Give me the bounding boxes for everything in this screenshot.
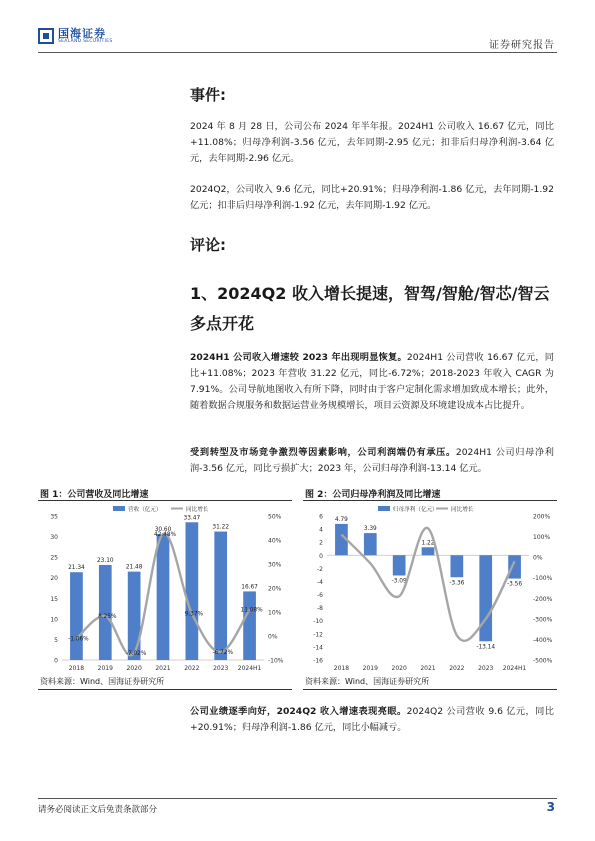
line-data-label: 42.48% <box>153 532 177 539</box>
y-left-tick-label: -10 <box>313 618 323 626</box>
figure-1-title: 图 1：公司营收及同比增速 <box>40 490 149 500</box>
comment-p2-body: 2024H1 公司归母净利润-3.56 亿元，同比亏损扩大；2023 年，公司归母净利润-13.14 亿元。 <box>190 447 554 474</box>
y-left-tick-label: 0 <box>54 657 58 665</box>
y-left-tick-label: 30 <box>50 534 58 542</box>
y-right-tick-label: 0% <box>268 633 278 641</box>
x-tick-label: 2024H1 <box>237 665 262 672</box>
bar <box>422 547 435 555</box>
y-right-tick-label: 10% <box>268 609 282 617</box>
y-right-tick-label: -300% <box>533 616 553 624</box>
bar <box>243 591 256 660</box>
revenue-chart <box>38 502 292 674</box>
bar-data-label: -13.14 <box>476 644 496 651</box>
bar <box>186 522 199 660</box>
x-tick-label: 2023 <box>213 665 229 672</box>
comment-p3-body: 2024Q2 公司营收 9.6 亿元，同比+20.91%；归母净利润-1.86 亿元，同比小幅减亏。 <box>190 706 554 733</box>
legend-bar-label: 归母净利（亿元） <box>393 507 438 513</box>
bar-data-label: 21.48 <box>125 564 143 571</box>
y-right-tick-label: -200% <box>533 595 553 603</box>
bar-data-label: 33.47 <box>183 515 201 522</box>
event-heading: 事件: <box>190 86 226 104</box>
y-left-tick-label: -8 <box>317 605 323 613</box>
y-right-tick-label: 0% <box>533 554 543 562</box>
logo-mark-icon <box>38 28 54 44</box>
bar-data-label: 4.79 <box>334 516 348 523</box>
logo-name-cn: 国海证券 <box>58 27 106 40</box>
event-paragraph-1: 2024 年 8 月 28 日，公司公布 2024 年半年报。2024H1 公司收入 16.67 亿元，同比+11.08%；归母净利润-3.56 亿元，去年同期-2.95 亿元；扣非后归母净利润-3.64 亿元，去年同期-2.96 亿元。 <box>190 121 554 164</box>
x-tick-label: 2023 <box>478 665 494 672</box>
report-type-label: 证券研究报告 <box>489 40 555 51</box>
net-profit-chart <box>303 502 557 674</box>
y-right-tick-label: 20% <box>268 585 282 593</box>
y-left-tick-label: 4 <box>319 526 323 534</box>
bar-data-label: -3.36 <box>449 580 465 587</box>
comment-paragraph-3 <box>190 704 554 736</box>
section-title: 1、2024Q2 收入增长提速，智驾/智舱/智芯/智云多点开花 <box>190 284 550 333</box>
figure-2-bottom-rule <box>303 689 557 690</box>
figure-1-bottom-rule <box>38 689 292 690</box>
figure-2-top-rule <box>303 500 557 501</box>
figure-2-title: 图 2：公司归母净利润及同比增速 <box>305 490 441 500</box>
figure-1-source: 资料来源：Wind、国海证券研究所 <box>40 677 165 686</box>
y-right-tick-label: 40% <box>268 537 282 545</box>
x-tick-label: 2018 <box>333 665 350 672</box>
comment-p3-lead: 公司业绩逐季向好，2024Q2 收入增速表现亮眼。 <box>190 706 407 717</box>
comment-p1-body: 2024H1 公司营收 16.67 亿元，同比+11.08%；2023 年营收 31.22 亿元，同比-6.72%；2018-2023 年收入 CAGR 为 7.91%。公司导航地图收入有所下降，同时由于客户定制化需求增加致成本增长；此外，随着数据合规服务和数据运营业务规模增长，项目云资源及环境建设成本占比提升。 <box>190 352 554 411</box>
y-right-tick-label: 30% <box>268 561 282 569</box>
legend-bar-swatch <box>378 506 390 511</box>
header-divider <box>38 52 557 53</box>
figure-2-source: 资料来源：Wind、国海证券研究所 <box>305 677 430 686</box>
y-right-tick-label: -400% <box>533 636 553 644</box>
bar <box>508 555 521 578</box>
y-left-tick-label: 15 <box>50 595 58 603</box>
bar-data-label: 30.60 <box>154 527 172 534</box>
x-tick-label: 2020 <box>126 665 142 672</box>
bar-data-label: -3.09 <box>391 578 407 585</box>
page-number: 3 <box>546 800 555 814</box>
line-data-label: 11.08% <box>240 607 263 614</box>
y-left-tick-label: -4 <box>317 578 323 586</box>
line-data-label: -7.02% <box>125 650 147 657</box>
y-left-tick-label: 2 <box>319 539 323 547</box>
y-right-tick-label: -10% <box>268 657 284 665</box>
x-tick-label: 2019 <box>362 665 378 672</box>
legend-bar-label: 营收（亿元） <box>128 507 162 513</box>
comment-paragraph-2 <box>190 445 554 477</box>
y-right-tick-label: 200% <box>533 513 551 521</box>
y-right-tick-label: -500% <box>533 657 553 665</box>
x-tick-label: 2022 <box>449 665 465 672</box>
bar <box>157 534 170 660</box>
y-left-tick-label: -6 <box>317 592 323 600</box>
comment-p2-lead: 受到转型及市场竞争激烈等因素影响，公司利润端仍有承压。 <box>190 447 456 458</box>
x-tick-label: 2024H1 <box>502 665 527 672</box>
logo-name-en: SEALAND SECURITIES <box>58 39 113 44</box>
comment-paragraph-1 <box>190 350 554 414</box>
bar <box>70 572 83 660</box>
figure-1-top-rule <box>38 500 292 501</box>
y-left-tick-label: -2 <box>317 565 323 573</box>
comment-heading: 评论: <box>190 236 226 254</box>
bar-data-label: 1.22 <box>421 540 435 547</box>
x-tick-label: 2021 <box>420 665 436 672</box>
x-tick-label: 2022 <box>184 665 200 672</box>
x-tick-label: 2021 <box>155 665 171 672</box>
y-left-tick-label: 0 <box>319 552 323 560</box>
legend-bar-swatch <box>113 506 125 511</box>
bar <box>99 565 112 660</box>
x-tick-label: 2019 <box>97 665 113 672</box>
bar <box>364 533 377 555</box>
bar <box>451 555 464 577</box>
y-left-tick-label: 35 <box>50 513 58 521</box>
bar-data-label: 23.10 <box>96 557 114 564</box>
legend-line-label: 同比增长 <box>186 507 209 513</box>
bar <box>214 532 227 660</box>
line-data-label: -6.72% <box>212 650 233 657</box>
bar-data-label: -3.56 <box>507 581 523 588</box>
y-left-tick-label: 5 <box>54 636 58 644</box>
x-tick-label: 2020 <box>391 665 407 672</box>
y-right-tick-label: -100% <box>533 575 553 583</box>
bar <box>393 555 406 575</box>
x-tick-label: 2018 <box>68 665 85 672</box>
legend-line-label: 同比增长 <box>451 507 474 513</box>
bar-data-label: 3.39 <box>363 526 377 533</box>
y-left-tick-label: 25 <box>50 554 58 562</box>
y-right-tick-label: 50% <box>268 513 282 521</box>
footer-divider <box>38 798 557 799</box>
bar-data-label: 21.34 <box>68 565 85 572</box>
y-left-tick-label: -16 <box>313 657 323 665</box>
bar <box>128 572 141 660</box>
y-left-tick-label: 20 <box>50 575 58 583</box>
event-paragraph-2: 2024Q2，公司收入 9.6 亿元，同比+20.91%；归母净利润-1.86 亿元，去年同期-1.92 亿元；扣非后归母净利润-1.92 亿元，去年同期-1.92 亿元。 <box>190 184 554 211</box>
y-left-tick-label: 10 <box>50 616 58 624</box>
bar-data-label: 31.22 <box>212 524 230 531</box>
line-data-label: 8.25% <box>98 614 117 621</box>
company-logo <box>38 28 113 45</box>
y-left-tick-label: -14 <box>313 644 323 652</box>
line-data-label: -1.06% <box>68 636 89 643</box>
footer-disclaimer: 请务必阅读正文后免责条款部分 <box>38 805 158 815</box>
line-data-label: 9.37% <box>184 611 204 618</box>
y-right-tick-label: 100% <box>533 534 551 542</box>
bar-data-label: 16.67 <box>241 584 258 591</box>
y-left-tick-label: -12 <box>313 631 323 639</box>
y-left-tick-label: 6 <box>319 513 323 521</box>
comment-p1-lead: 2024H1 公司收入增速较 2023 年出现明显恢复。 <box>190 352 407 363</box>
bar <box>479 555 492 641</box>
